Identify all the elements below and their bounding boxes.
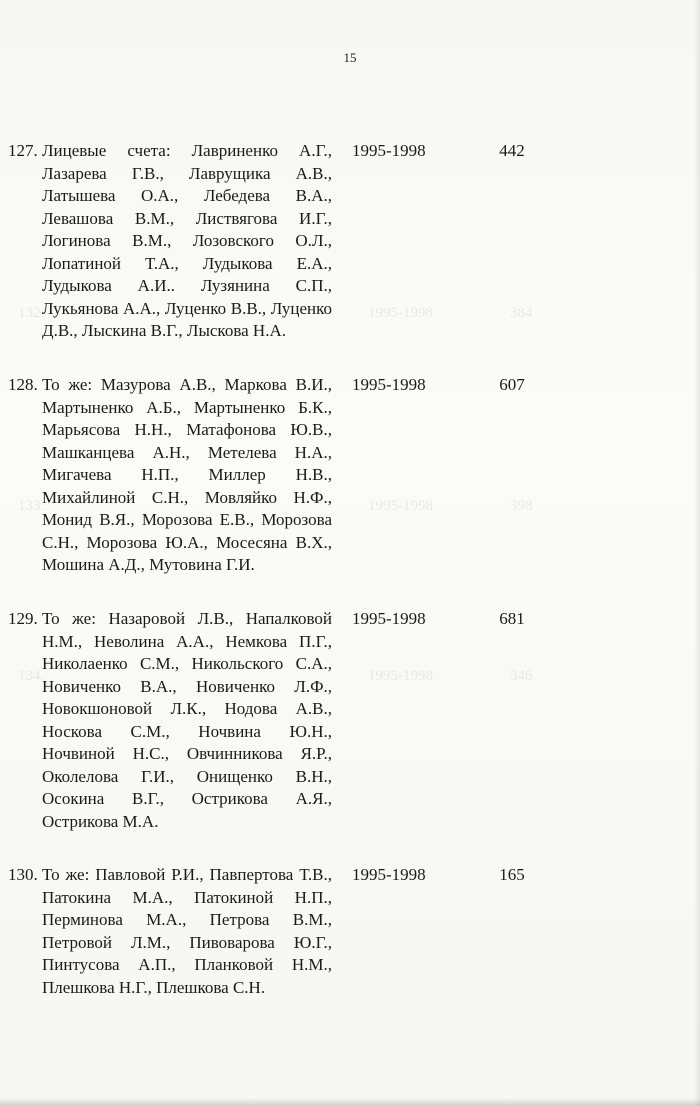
- entry-description: То же: Назаровой Л.В., Напалковой Н.М., Неволина А.А., Немкова П.Г., Николаенко С.М., Никольского С.А., Новиченко В.А., Новиченко Л.Ф., Новокшоновой Л.К., Нодова А.В., Носкова С.М., Ночвина Ю.Н., Ночвиной Н.С., Овчинникова Я.Р., Околелова Г.И., Онищенко В.Н., Осокина В.Г., Острикова А.Я., Острикова М.А.: [42, 609, 332, 831]
- entry-description: Лицевые счета: Лавриненко А.Г., Лазарева Г.В., Лаврущика А.В., Латышева О.А., Лебедева В.А., Левашова В.М., Листвягова И.Г., Логинова В.М., Лозовского О.Л., Лопатиной Т.А., Лудыкова Е.А., Лудыкова А.И.. Лузянина С.П., Лукьянова А.А., Луценко В.В., Луценко Д.В., Лыскина В.Г., Лыскова Н.А.: [42, 141, 332, 340]
- page-number: 15: [343, 50, 357, 65]
- bleed-through-mark: 1995-1998: [368, 668, 433, 684]
- entry-page-count: 165: [499, 865, 525, 884]
- bleed-through-mark: 133.: [18, 498, 45, 514]
- entry-page-count: 681: [499, 609, 525, 628]
- bleed-through-mark: 346: [510, 668, 533, 684]
- entry-number: 130.: [8, 865, 38, 884]
- entry-number: 127.: [8, 141, 38, 160]
- page-bottom-shadow: [0, 1098, 700, 1106]
- entry-years: 1995-1998: [352, 609, 426, 628]
- bleed-through-mark: 1995-1998: [368, 498, 433, 514]
- entry-number: 129.: [8, 609, 38, 628]
- entry-number: 128.: [8, 375, 38, 394]
- entry-page-count: 442: [499, 141, 525, 160]
- bleed-through-mark: 398: [510, 498, 533, 514]
- bleed-through-mark: 132.: [18, 305, 45, 321]
- entry-years: 1995-1998: [352, 375, 426, 394]
- bleed-through-mark: 134.: [18, 668, 45, 684]
- entry-description: То же: Мазурова А.В., Маркова В.И., Мартыненко А.Б., Мартыненко Б.К., Марьясова Н.Н., Матафонова Ю.В., Машканцева А.Н., Метелева Н.А., Мигачева Н.П., Миллер Н.В., Михайлиной С.Н., Мовляйко Н.Ф., Монид В.Я., Морозова Е.В., Морозова С.Н., Морозова Ю.А., Мосесяна В.Х., Мошина А.Д., Мутовина Г.И.: [42, 375, 332, 574]
- entry-years: 1995-1998: [352, 865, 426, 884]
- bleed-through-mark: 1995-1998: [368, 305, 433, 321]
- entry-page-count: 607: [499, 375, 525, 394]
- page-edge-shadow: [694, 0, 700, 1106]
- entry-years: 1995-1998: [352, 141, 426, 160]
- entry-description: То же: Павловой Р.И., Павпертова Т.В., Патокина М.А., Патокиной Н.П., Перминова М.А., Петрова В.М., Петровой Л.М., Пивоварова Ю.Г., Пинтусова А.П., Планковой Н.М., Плешкова Н.Г., Плешкова С.Н.: [42, 865, 332, 997]
- bleed-through-mark: 384: [510, 305, 533, 321]
